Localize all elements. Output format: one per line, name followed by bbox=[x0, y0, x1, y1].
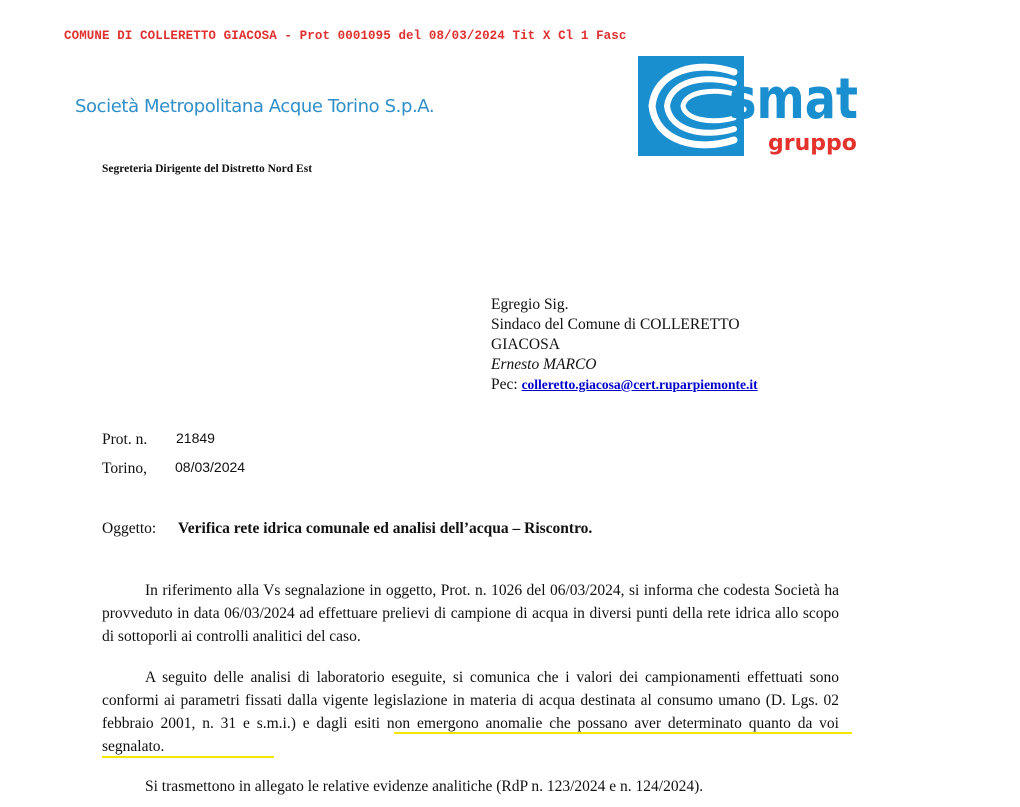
company-name: Società Metropolitana Acque Torino S.p.A. bbox=[75, 96, 435, 117]
logo-wordmark: smat bbox=[729, 67, 858, 132]
recipient-title-cont: GIACOSA bbox=[491, 336, 560, 353]
recipient-salutation: Egregio Sig. bbox=[491, 296, 569, 313]
body-paragraph-3: Si trasmettono in allegato le relative evidenze analitiche (RdP n. 123/2024 e n. 124/2024). bbox=[145, 778, 704, 795]
department-label: Segreteria Dirigente del Distretto Nord Est bbox=[102, 163, 313, 175]
recipient-pec-line bbox=[491, 375, 758, 395]
smat-logo bbox=[638, 56, 862, 160]
prot-label: Prot. n. bbox=[102, 431, 148, 448]
subject-text: Verifica rete idrica comunale ed analisi dell’acqua – Riscontro. bbox=[178, 520, 593, 537]
protocol-stamp: COMUNE DI COLLERETTO GIACOSA - Prot 0001095 del 08/03/2024 Tit X Cl 1 Fasc bbox=[64, 29, 627, 43]
body-paragraph-2: A seguito delle analisi di laboratorio eseguite, si comunica che i valori dei campionamenti effettuati sono conformi ai parametri fissati dalla vigente legislazione in materia di acqua destinata al consumo umano (D. Lgs. 02 febbraio 2001, n. 31 e s.m.i.) e dagli esiti non emergono anomalie che possano aver determinato quanto da voi segnalato. bbox=[102, 669, 839, 755]
recipient-name: Ernesto MARCO bbox=[491, 356, 597, 373]
prot-number: 21849 bbox=[176, 430, 215, 446]
recipient-title: Sindaco del Comune di COLLERETTO bbox=[491, 316, 740, 333]
body-paragraph-1: In riferimento alla Vs segnalazione in oggetto, Prot. n. 1026 del 06/03/2024, si informa che codesta Società ha provveduto in data 06/03/2024 ad effettuare prelievi di campione di acqua in diversi punti della rete idrica allo scopo di sottoporli ai controlli analitici del caso. bbox=[102, 582, 839, 645]
logo-subword: gruppo bbox=[768, 131, 857, 156]
pec-label: Pec: bbox=[491, 376, 518, 393]
highlight-underline-1 bbox=[394, 732, 852, 734]
subject-label: Oggetto: bbox=[102, 520, 157, 537]
highlight-underline-2 bbox=[102, 756, 274, 758]
letter-date: 08/03/2024 bbox=[175, 459, 246, 475]
pec-email-link[interactable]: colleretto.giacosa@cert.ruparpiemonte.it bbox=[521, 377, 758, 392]
recipient-address bbox=[491, 295, 758, 395]
place-label: Torino, bbox=[102, 460, 147, 477]
